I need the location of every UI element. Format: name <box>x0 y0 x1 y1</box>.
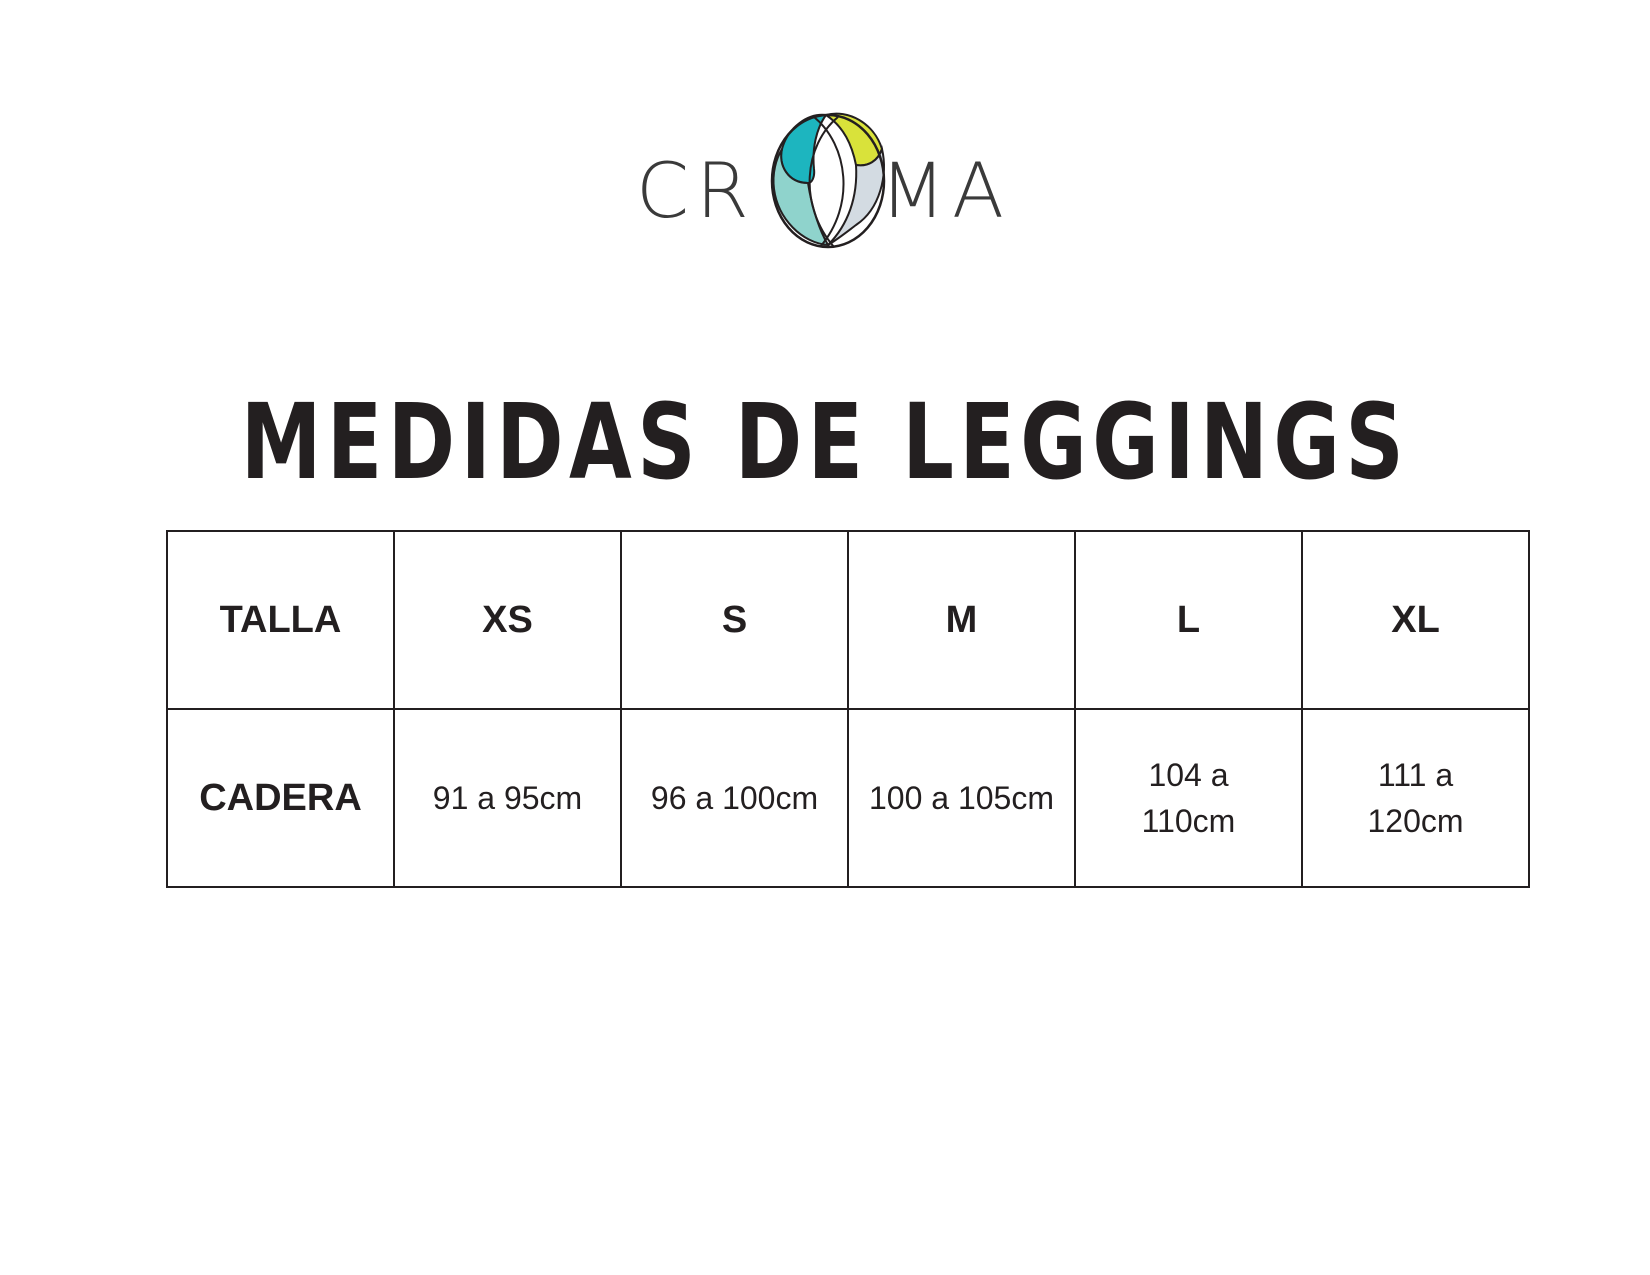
croma-logo <box>630 105 1030 265</box>
page-title: MEDIDAS DE LEGGINGS <box>240 380 1410 503</box>
ring-segment <box>781 115 826 183</box>
size-cell-s <box>621 531 848 709</box>
size-label: L <box>1176 598 1201 641</box>
value-cell <box>1302 709 1529 887</box>
measurement-value: 91 a 95cm <box>432 780 583 816</box>
table-row <box>167 709 1529 887</box>
size-cell-xs <box>394 531 621 709</box>
value-cell <box>621 709 848 887</box>
header-label-cell <box>167 531 394 709</box>
measurement-value: 96 a 100cm <box>650 780 819 816</box>
size-label: XL <box>1391 598 1440 641</box>
logo-letter-a: A <box>952 146 1004 235</box>
measurement-value: 100 a 105cm <box>868 780 1054 816</box>
croma-ring-icon <box>772 114 884 247</box>
size-cell-xl <box>1302 531 1529 709</box>
size-cell-m <box>848 531 1075 709</box>
value-cell <box>1075 709 1302 887</box>
row-label-cell <box>167 709 394 887</box>
header-label: TALLA <box>219 598 342 641</box>
size-label: M <box>945 598 978 641</box>
size-header-row <box>167 531 1529 709</box>
row-label: CADERA <box>199 776 362 819</box>
size-label: S <box>721 598 748 641</box>
size-label: XS <box>482 598 533 641</box>
size-cell-l <box>1075 531 1302 709</box>
value-cell <box>848 709 1075 887</box>
measurement-value: 111 a 120cm <box>1367 757 1464 839</box>
logo-letter-r: R <box>696 146 749 235</box>
logo-letter-c: C <box>636 146 690 235</box>
measurement-value: 104 a 110cm <box>1141 757 1236 839</box>
croma-logo-graphic <box>630 105 1030 265</box>
size-table <box>166 530 1530 888</box>
value-cell <box>394 709 621 887</box>
logo-letter-m: M <box>880 146 946 235</box>
